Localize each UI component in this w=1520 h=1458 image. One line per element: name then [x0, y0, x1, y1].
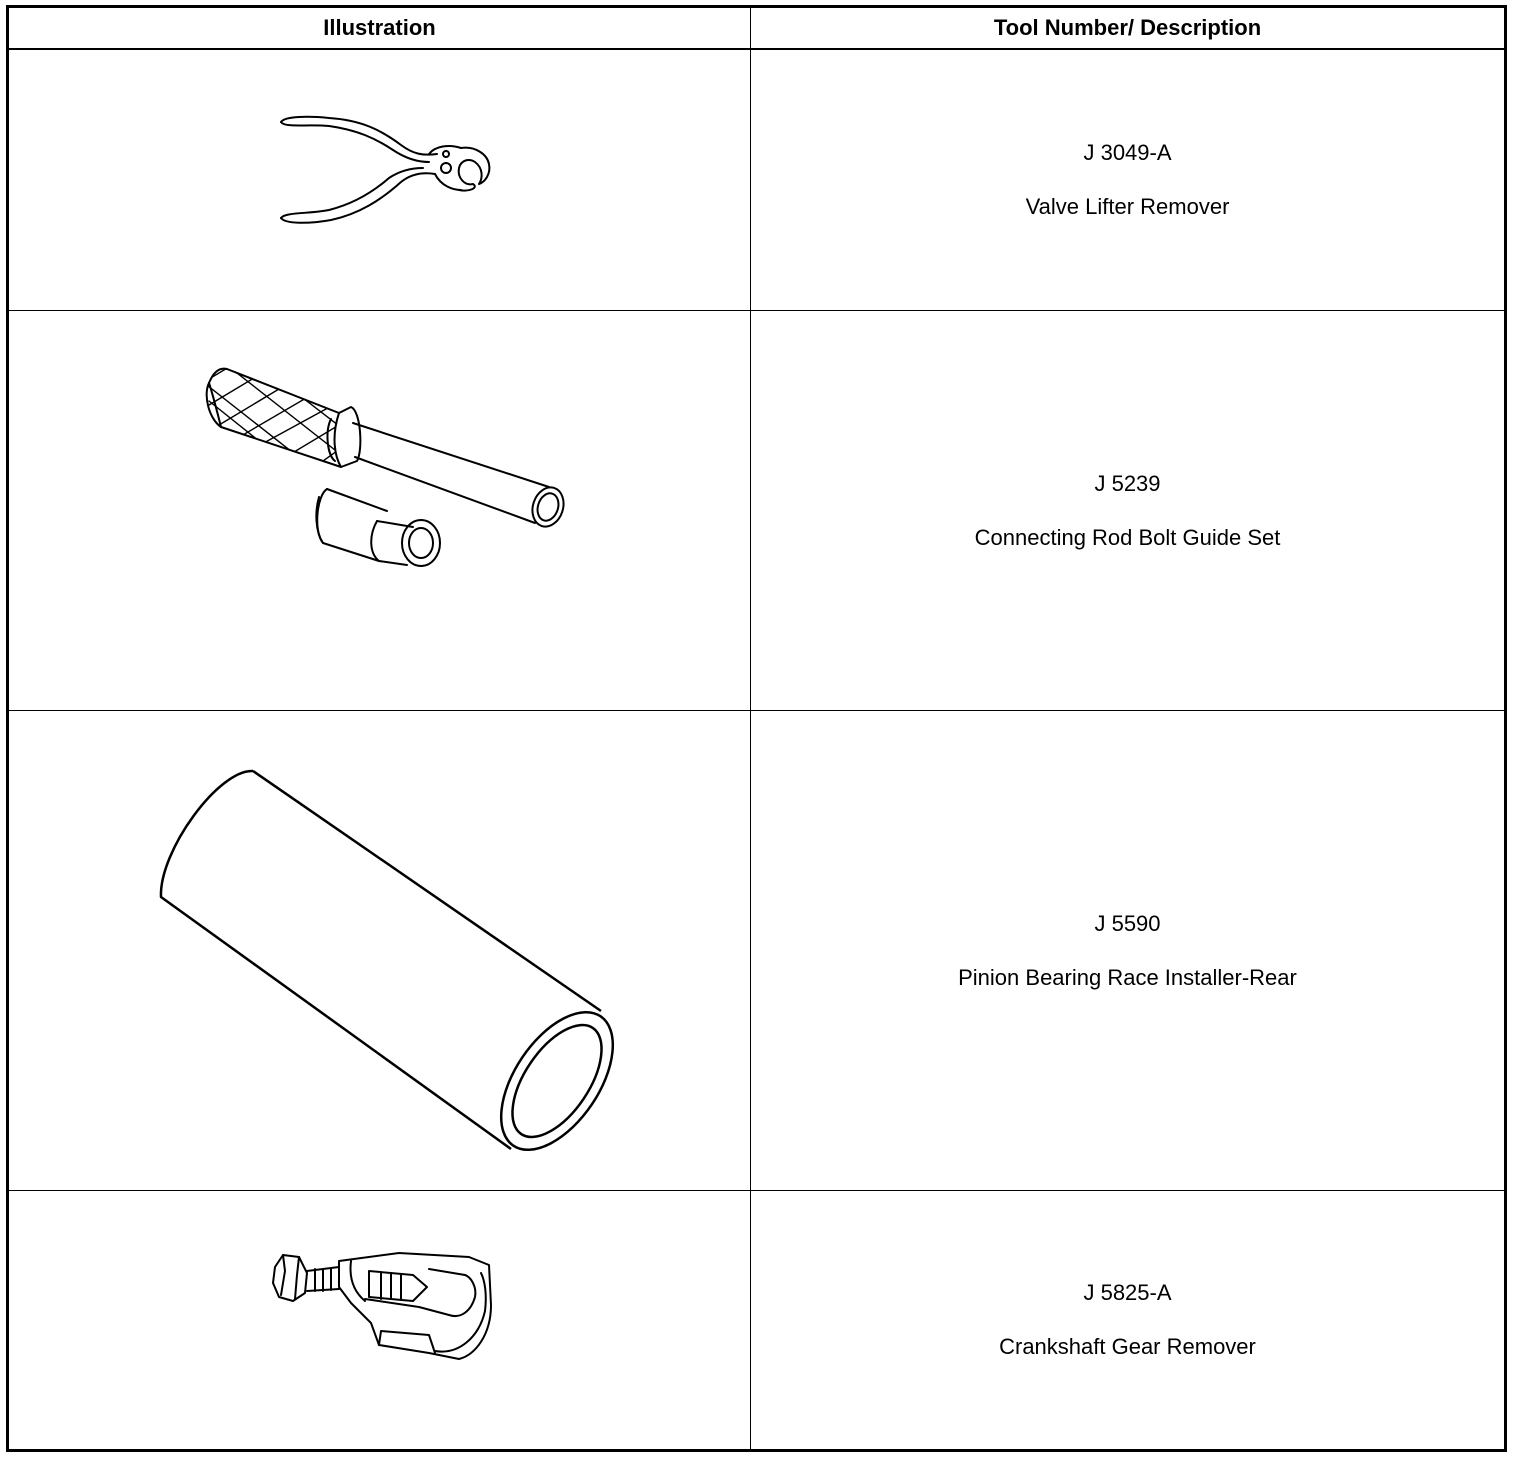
illustration-cell — [9, 50, 751, 311]
tool-description: Pinion Bearing Race Installer-Rear — [958, 964, 1297, 990]
pliers-icon — [9, 50, 751, 311]
rod-bolt-guide-icon — [9, 311, 751, 711]
tool-number: J 3049-A — [1083, 140, 1172, 165]
tool-description-cell — [751, 1191, 1504, 1449]
header-tool-description: Tool Number/ Description — [751, 8, 1504, 50]
tool-description: Crankshaft Gear Remover — [999, 1334, 1256, 1359]
gear-puller-icon — [9, 1191, 751, 1453]
tool-description: Connecting Rod Bolt Guide Set — [974, 524, 1281, 550]
tool-description-cell — [751, 50, 1504, 311]
tool-table — [6, 5, 1507, 1452]
tool-description: Valve Lifter Remover — [1025, 194, 1230, 219]
tool-number: J 5825-A — [1083, 1280, 1172, 1305]
header-illustration: Illustration — [9, 8, 751, 50]
tool-number: J 5590 — [1094, 910, 1161, 936]
illustration-cell — [9, 311, 751, 711]
tool-number: J 5239 — [1094, 470, 1161, 496]
tool-description-cell — [751, 311, 1504, 711]
illustration-cell — [9, 711, 751, 1191]
tool-description-cell — [751, 711, 1504, 1191]
illustration-cell — [9, 1191, 751, 1449]
cylinder-installer-icon — [9, 711, 751, 1191]
